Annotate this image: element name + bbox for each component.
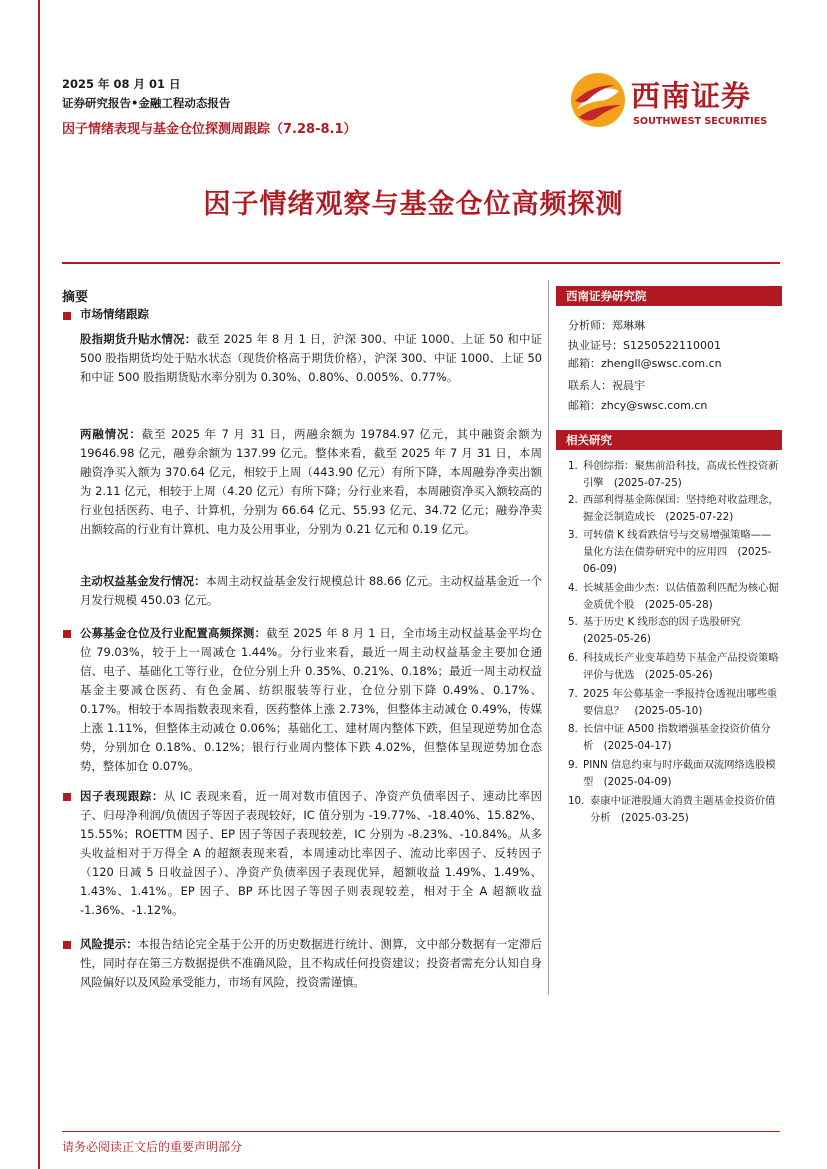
related-item[interactable]	[568, 614, 780, 648]
report-date: 2025 年 08 月 01 日	[62, 77, 181, 91]
related-item[interactable]	[568, 721, 780, 755]
margin-trading-body: 截至 2025 年 7 月 31 日，两融余额为 19784.97 亿元，其中融资余额为 19646.98 亿元，融券余额为 137.99 亿元。整体来看，截至 2025 年 7 月 31 日，本周融资净买入额为 370.64 亿元，相较于上周（443.90 亿元）有所下降，本周融券净卖出额为 2.11 亿元，相较于上周（4.20 亿元）有所下降；分行业来看，本周融资净买入额较高的行业包括医药、电子、计算机，分别为 66.64 亿元、55.93 亿元、34.72 亿元；融券净卖出额较高的行业有计算机、电力及公用事业，分别为 0.21 亿元和 0.19 亿元。	[80, 427, 542, 536]
fund-issuance-body: 本周主动权益基金发行规模总计 88.66 亿元。主动权益基金近一个月发行规模 450.03 亿元。	[80, 574, 542, 607]
analyst-label: 分析师：	[568, 319, 612, 332]
margin-trading-paragraph	[80, 425, 542, 539]
related-item[interactable]	[568, 580, 780, 614]
fund-position-lead: 公募基金仓位及行业配置高频探测：	[80, 626, 267, 640]
related-item-text: 可转债 K 线看跌信号与交易增强策略——量化方法在债券研究中的应用四 (2025-06-09)	[583, 529, 772, 575]
related-item-text: 长信中证 A500 指数增强基金投资价值分析 (2025-04-17)	[583, 723, 771, 752]
factor-performance-lead: 因子表现跟踪：	[80, 789, 164, 803]
bullet-icon	[63, 630, 71, 638]
related-item-text: 科技成长产业变革趋势下基金产品投资策略评价与优选 (2025-05-26)	[583, 652, 779, 681]
futures-basis-paragraph	[80, 330, 542, 387]
bullet-icon	[63, 312, 71, 320]
factor-performance-paragraph	[80, 787, 542, 920]
futures-basis-body: 截至 2025 年 8 月 1 日，沪深 300、中证 1000、上证 50 和中证 500 股指期货均处于贴水状态（现货价格高于期货价格），沪深 300、中证 1000、上证 50 和中证 500 股指期货贴水率分别为 0.30%、0.80%、0.005%、0.77%。	[80, 332, 542, 384]
column-divider	[548, 280, 549, 995]
related-item-number: 6.	[568, 652, 578, 664]
related-item[interactable]	[568, 458, 780, 492]
related-item-number: 4.	[568, 582, 578, 594]
abstract-label: 摘要	[62, 290, 89, 305]
related-research-header: 相关研究	[556, 430, 782, 450]
related-item-text: PINN 信息约束与时序截面双流网络选股模型 (2025-04-09)	[583, 759, 776, 788]
logo-text-en: SOUTHWEST SECURITIES	[633, 116, 768, 127]
related-item-number: 10.	[568, 795, 585, 807]
related-item-number: 7.	[568, 688, 578, 700]
fund-issuance-paragraph	[80, 572, 542, 610]
risk-warning-paragraph	[80, 935, 542, 992]
related-item-text: 西部利得基金陈保国：坚持绝对收益理念，掘金泛制造成长 (2025-07-22)	[583, 494, 779, 523]
contact-person: 联系人：祝晨宇	[568, 379, 645, 392]
institute-header: 西南证券研究院	[556, 286, 782, 306]
cert-number: 执业证号：S1250522110001	[568, 339, 721, 352]
related-item-number: 9.	[568, 759, 578, 771]
logo-emblem-icon	[569, 71, 627, 129]
fund-position-body: 截至 2025 年 8 月 1 日，全市场主动权益基金平均仓位 79.03%，较于上一周减仓 1.44%。分行业来看，最近一周主动权益基金主要加仓通信、电子、基础化工等行业，仓位分别上升 0.35%、0.21%、0.18%；最近一周主动权益基金主要减仓医药、有色金属、纺织服装等行业，仓位分别下降 0.49%、0.17%、0.17%。相较于本周指数表现来看，医药整体上涨 2.73%，但整体主动减仓 0.49%，传媒上涨 1.11%，但整体主动减仓 0.06%；基础化工、建材周内整体下跌，但呈现逆势加仓态势，分别加仓 0.18%、0.12%；银行行业周内整体下跌 4.02%，但整体呈现逆势加仓态势，整体加仓 0.07%。	[80, 626, 542, 773]
related-item[interactable]	[568, 757, 780, 791]
related-item[interactable]	[568, 686, 780, 720]
page-title: 因子情绪观察与基金仓位高频探测	[203, 189, 624, 220]
analyst-email: 邮箱：zhengll@swsc.com.cn	[568, 357, 722, 370]
related-item-number: 2.	[568, 494, 578, 506]
related-item[interactable]	[568, 650, 780, 684]
left-accent-bar	[38, 0, 40, 1169]
bullet-icon	[63, 793, 71, 801]
footer-disclaimer: 请务必阅读正文后的重要声明部分	[62, 1140, 243, 1154]
related-item[interactable]	[568, 527, 780, 578]
related-item-text: 长城基金曲少杰：以估值盈利匹配为核心掘金质优个股 (2025-05-28)	[583, 582, 779, 611]
fund-issuance-lead: 主动权益基金发行情况：	[80, 574, 206, 588]
related-item-text: 基于历史 K 线形态的因子选股研究 (2025-05-26)	[583, 616, 751, 645]
related-item[interactable]	[568, 492, 780, 526]
related-item-number: 8.	[568, 723, 578, 735]
fund-position-paragraph	[80, 624, 542, 776]
related-item-text: 科创综指：聚焦前沿科技，高成长性投资新引擎 (2025-07-25)	[583, 460, 779, 489]
margin-trading-lead: 两融情况：	[80, 427, 142, 441]
bullet-icon	[63, 941, 71, 949]
related-item[interactable]	[568, 793, 780, 827]
report-type: 证券研究报告•金融工程动态报告	[62, 96, 231, 110]
futures-basis-lead: 股指期货升贴水情况：	[80, 332, 197, 346]
related-item-text: 2025 年公募基金一季报持仓透视出哪些重要信息？ (2025-05-10)	[583, 688, 778, 717]
contact-email: 邮箱：zhcy@swsc.com.cn	[568, 399, 708, 412]
market-section-heading: 市场情绪跟踪	[80, 307, 149, 321]
related-item-number: 3.	[568, 529, 578, 541]
report-subtitle: 因子情绪表现与基金仓位探测周跟踪（7.28-8.1）	[62, 122, 357, 137]
risk-warning-body: 本报告结论完全基于公开的历史数据进行统计、测算，文中部分数据有一定滞后性，同时存在第三方数据提供不准确风险，且不构成任何投资建议；投资者需充分认知自身风险偏好以及风险承受能力，市场有风险，投资需谨慎。	[80, 937, 542, 989]
footer-divider	[62, 1131, 780, 1132]
company-logo	[569, 71, 774, 131]
related-item-number: 5.	[568, 616, 578, 628]
analyst-line	[568, 316, 645, 336]
factor-performance-body: 从 IC 表现来看，近一周对数市值因子、净资产负债率因子、速动比率因子、归母净利润/负债因子等因子表现较好，IC 值分别为 -19.77%、-18.40%、15.82%、15.55%；ROETTM 因子、EP 因子等因子表现较差，IC 分别为 -8.23%、-10.84%。从多头收益相对于万得全 A 的超额表现来看，本周速动比率因子、流动比率因子、反转因子（120 日减 5 日收益因子）、净资产负债率因子表现优异，超额收益 1.49%、1.49%、1.43%、1.41%。EP 因子、BP 环比因子等因子则表现较差，相对于全 A 超额收益 -1.36%、-1.12%。	[80, 789, 542, 917]
logo-text-cn: 西南证券	[631, 79, 752, 113]
related-item-text: 泰康中证港股通大消费主题基金投资价值分析 (2025-03-25)	[590, 795, 776, 824]
related-item-number: 1.	[568, 460, 578, 472]
risk-warning-lead: 风险提示：	[80, 937, 138, 951]
title-divider	[62, 262, 780, 264]
analyst-name: 郑琳琳	[612, 319, 645, 332]
